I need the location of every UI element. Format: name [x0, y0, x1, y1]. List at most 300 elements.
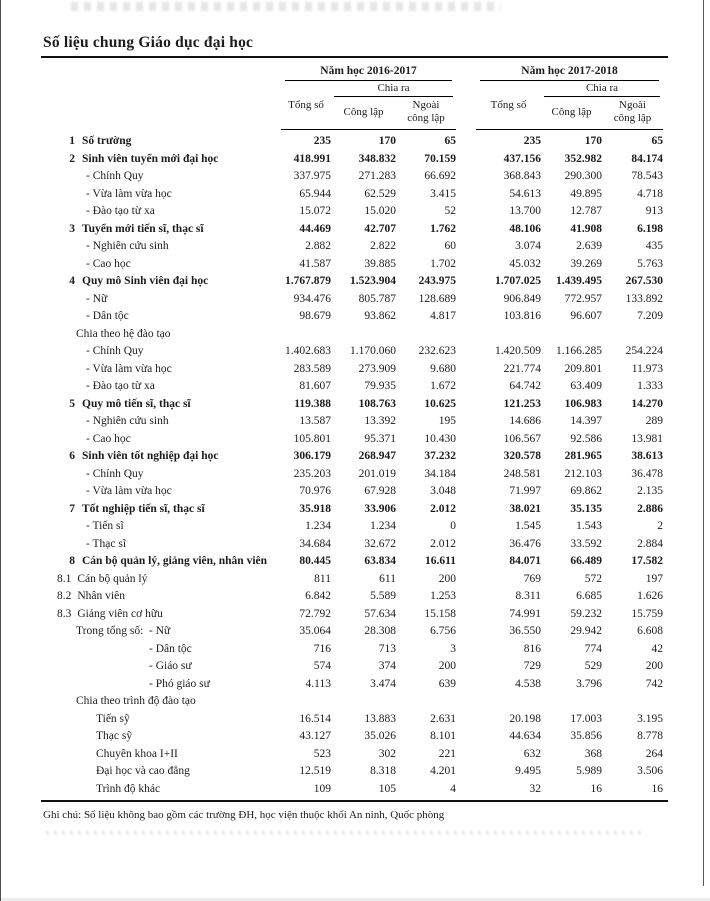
row-number: 1 [69, 135, 75, 147]
row-number: 7 [69, 502, 75, 515]
cell: 103.816 [503, 310, 541, 322]
col-header-chia-ra: Chia ra [334, 81, 453, 97]
cell [281, 693, 331, 711]
table-body [41, 133, 668, 798]
cell: 78.543 [631, 170, 663, 182]
table-row [41, 781, 668, 799]
cell [456, 326, 541, 344]
cell: 12.787 [570, 205, 602, 217]
cell: 1.333 [637, 380, 663, 392]
cell: 8.318 [370, 765, 396, 777]
row-label [41, 693, 281, 711]
cell: 4.718 [637, 187, 663, 200]
cell: 805.787 [358, 292, 396, 305]
cell: 1.439.495 [556, 275, 602, 287]
table-row [41, 273, 668, 291]
cell: 200 [438, 660, 456, 672]
cell: 4.113 [305, 677, 331, 690]
row-label-text: Quy mô Sinh viên đại học [82, 275, 209, 287]
cell: 934.476 [293, 292, 331, 305]
row-label-text: Tốt nghiệp tiến sĩ, thạc sĩ [82, 502, 205, 515]
cell: 38.021 [509, 502, 541, 515]
cell [396, 326, 456, 344]
row-label-text: Thạc sỹ [96, 730, 133, 742]
row-label [41, 361, 281, 379]
cell: 70.159 [424, 152, 456, 165]
cell: 3.506 [637, 765, 663, 777]
cell: 54.613 [509, 187, 541, 200]
cell: 2.882 [305, 240, 331, 252]
table-row [41, 763, 668, 781]
cell: 4 [450, 782, 456, 795]
row-label [41, 308, 281, 326]
cell: 1.523.904 [350, 275, 396, 287]
cell: 221 [438, 747, 456, 760]
cell: 3.074 [515, 240, 541, 252]
row-number: 8.1 [57, 572, 72, 585]
row-label [41, 291, 281, 309]
row-label-text: Tiến sỹ [96, 712, 130, 725]
row-label [41, 746, 281, 764]
cell: 302 [378, 747, 396, 760]
cell: 6.756 [430, 625, 456, 637]
table-row [41, 483, 668, 501]
table-row [41, 186, 668, 204]
cell: 35.064 [299, 625, 331, 637]
table-row [41, 168, 668, 186]
cell: 906.849 [503, 292, 541, 305]
cell: 95.371 [364, 432, 396, 445]
row-label [41, 571, 281, 589]
table-row [41, 238, 668, 256]
cell: 74.991 [509, 607, 541, 620]
cell: 133.892 [625, 292, 663, 305]
cell: 15.158 [424, 607, 456, 620]
row-label-text: - Vừa làm vừa học [86, 362, 172, 375]
cell: 248.581 [503, 467, 541, 480]
cell: 243.975 [418, 275, 456, 287]
row-label [41, 413, 281, 431]
cell: 105 [378, 782, 396, 795]
col-header-ngoai-cong-lap: Ngoài công lập [407, 99, 445, 124]
row-label [41, 466, 281, 484]
cell: 221.774 [503, 362, 541, 375]
cell: 84.071 [509, 555, 541, 567]
cell: 29.942 [570, 625, 602, 637]
cell: 105.801 [293, 432, 331, 445]
row-label [41, 588, 281, 606]
cell: 8.101 [430, 730, 456, 742]
year-group-2017-2018 [456, 64, 663, 130]
cell [396, 693, 456, 711]
cell: 235 [313, 135, 331, 147]
cell: 529 [584, 660, 602, 672]
year-group-2016-2017 [281, 64, 456, 130]
document-content [1, 0, 710, 821]
cell: 108.763 [358, 397, 396, 410]
cell: 769 [523, 572, 541, 585]
cell: 235.203 [293, 467, 331, 480]
row-label-text: - Cao học [86, 257, 131, 270]
cell: 1.626 [637, 590, 663, 602]
cell: 368.843 [503, 170, 541, 182]
cell: 52 [444, 205, 456, 217]
cell: 15.072 [299, 205, 331, 217]
cell: 66.692 [424, 170, 456, 182]
cell: 716 [313, 642, 331, 655]
cell: 2 [657, 520, 663, 532]
cell [281, 326, 331, 344]
row-label-text: Trình độ khác [96, 782, 161, 795]
cell: 4.538 [515, 677, 541, 690]
cell: 13.700 [509, 205, 541, 217]
cell: 36.550 [509, 625, 541, 637]
cell: 232.623 [418, 345, 456, 357]
table-row [41, 571, 668, 589]
cell: 79.935 [364, 380, 396, 392]
row-label [41, 658, 281, 676]
cell: 63.409 [570, 380, 602, 392]
row-label [41, 641, 281, 659]
cell: 35.026 [364, 730, 396, 742]
row-label-text: - Cao học [86, 432, 131, 445]
cell: 2.822 [370, 240, 396, 252]
cell: 3.195 [637, 712, 663, 725]
table-row [41, 711, 668, 729]
cell: 1.767.879 [285, 275, 331, 287]
row-label-text: - Đào tạo từ xa [86, 380, 155, 392]
row-label-text: Cán bộ quản lý [77, 572, 148, 585]
cell: 1.253 [430, 590, 456, 602]
cell: 35.918 [299, 502, 331, 515]
cell: 44.469 [299, 222, 331, 235]
cell: 267.530 [625, 275, 663, 287]
cell: 2.631 [430, 712, 456, 725]
row-label-text: Cán bộ quản lý, giảng viên, nhân viên [82, 555, 268, 567]
cell: 212.103 [564, 467, 602, 480]
table-row [41, 728, 668, 746]
row-label [41, 518, 281, 536]
cell: 48.106 [509, 222, 541, 235]
table-row [41, 518, 668, 536]
cell: 71.997 [509, 485, 541, 497]
cell: 119.388 [294, 397, 331, 410]
row-label-text: Nhân viên [77, 590, 125, 602]
row-label-text: - Nghiên cứu sinh [86, 240, 169, 252]
row-label-text: - Giáo sư [149, 660, 192, 672]
row-label-text: - Phó giáo sư [149, 677, 210, 690]
cell [331, 693, 396, 711]
row-label-text: Chia theo trình độ đào tạo [76, 695, 196, 707]
cell: 35.856 [570, 730, 602, 742]
table-row [41, 396, 668, 414]
table-row [41, 693, 668, 711]
cell: 3.796 [576, 677, 602, 690]
cell: 11.973 [631, 362, 663, 375]
cell: 70.976 [299, 485, 331, 497]
row-label-text: Đại học và cao đẳng [96, 765, 190, 777]
cell: 20.198 [509, 712, 541, 725]
cell: 15.759 [631, 607, 663, 620]
cell: 337.975 [293, 170, 331, 182]
row-number: 3 [69, 222, 75, 235]
year-group-title: Năm học 2016-2017 [285, 64, 452, 81]
cell: 38.613 [631, 450, 663, 462]
row-label-text: - Nữ [86, 292, 108, 305]
col-header-cong-lap: Công lập [343, 105, 384, 118]
cell: 1.707.025 [495, 275, 541, 287]
cell: 3.474 [370, 677, 396, 690]
cell: 0 [450, 520, 456, 532]
cell: 2.135 [637, 485, 663, 497]
cell: 268.947 [358, 450, 396, 462]
table-row [41, 536, 668, 554]
cell: 14.397 [570, 415, 602, 427]
table-row [41, 588, 668, 606]
table-row [41, 431, 668, 449]
cell: 13.883 [364, 712, 396, 725]
cell: 170 [378, 135, 396, 147]
cell: 12.519 [299, 765, 331, 777]
cell: 65.944 [299, 187, 331, 200]
cell: 1.420.509 [495, 345, 541, 357]
col-header-ngoai-cong-lap: Ngoài công lập [613, 99, 652, 124]
cell: 81.607 [299, 380, 331, 392]
cell: 4.817 [430, 310, 456, 322]
row-label [41, 378, 281, 396]
row-label [41, 203, 281, 221]
row-label [41, 483, 281, 501]
cell: 17.582 [631, 555, 663, 567]
cell: 72.792 [299, 607, 331, 620]
cell [541, 326, 602, 344]
cell: 729 [523, 660, 541, 672]
cell: 37.232 [424, 450, 456, 462]
cell [456, 693, 541, 711]
row-label-text: - Chính Quy [86, 170, 144, 182]
cell: 14.270 [631, 397, 663, 410]
cell: 45.032 [509, 257, 541, 270]
row-label [41, 606, 281, 624]
cell: 170 [584, 135, 602, 147]
cell: 2.639 [576, 240, 602, 252]
cell: 2.012 [430, 502, 456, 515]
row-number: 2 [69, 152, 75, 165]
row-label [41, 553, 281, 571]
cell: 811 [314, 572, 331, 585]
cell: 59.232 [570, 607, 602, 620]
cell: 121.253 [503, 397, 541, 410]
cell: 10.430 [424, 432, 456, 445]
cell: 523 [313, 747, 331, 760]
cell: 16.611 [425, 555, 456, 567]
cell: 271.283 [358, 170, 396, 182]
cell: 2.886 [637, 502, 663, 515]
cell: 5.589 [370, 590, 396, 602]
cell [602, 693, 663, 711]
cell: 352.982 [564, 152, 602, 165]
row-label [41, 186, 281, 204]
cell: 84.174 [631, 152, 663, 165]
cell: 34.184 [424, 467, 456, 480]
table-row [41, 553, 668, 571]
cell: 9.495 [515, 765, 541, 777]
col-header-chia-ra: Chia ra [544, 81, 660, 97]
row-label-text: Sinh viên tốt nghiệp đại học [82, 450, 219, 462]
cell: 200 [438, 572, 456, 585]
scan-edge-line [703, 0, 704, 886]
row-label [41, 501, 281, 519]
cell: 1.672 [430, 380, 456, 392]
table-row [41, 133, 668, 151]
cell: 572 [584, 572, 602, 585]
cell: 6.685 [576, 590, 602, 602]
cell: 28.308 [364, 625, 396, 637]
table-row [41, 203, 668, 221]
cell: 197 [645, 572, 663, 585]
cell: 418.991 [293, 152, 331, 165]
cell: 8.778 [637, 730, 663, 742]
table-row [41, 308, 668, 326]
cell: 1.234 [305, 520, 331, 532]
row-label-text: Giảng viên cơ hữu [77, 607, 163, 620]
cell: 6.198 [637, 222, 663, 235]
scan-artifact [71, 2, 501, 11]
table-row [41, 256, 668, 274]
cell: 64.742 [509, 380, 541, 392]
cell: 6.608 [637, 625, 663, 637]
cell: 7.209 [637, 310, 663, 322]
table-row [41, 221, 668, 239]
cell: 33.592 [570, 537, 602, 550]
cell: 32.672 [364, 537, 396, 550]
col-header-tong-so: Tổng số [490, 99, 527, 111]
row-label [41, 763, 281, 781]
row-label [41, 448, 281, 466]
table-row [41, 641, 668, 659]
cell: 306.179 [293, 450, 331, 462]
cell: 57.634 [364, 607, 396, 620]
cell: 5.989 [576, 765, 602, 777]
cell: 14.686 [509, 415, 541, 427]
table-row [41, 361, 668, 379]
cell: 65 [651, 135, 663, 147]
cell: 283.589 [293, 362, 331, 375]
cell [541, 693, 602, 711]
cell: 374 [378, 660, 396, 672]
row-number: 8.3 [57, 607, 72, 620]
cell: 13.587 [299, 415, 331, 427]
row-label-text: - Vừa làm vừa học [86, 187, 172, 200]
cell: 16 [590, 782, 602, 795]
cell: 201.019 [358, 467, 396, 480]
row-label-text: - Dân tộc [149, 642, 192, 655]
cell: 2.884 [637, 537, 663, 550]
cell: 774 [584, 642, 602, 655]
cell: 106.567 [503, 432, 541, 445]
table-row [41, 623, 668, 641]
cell: 713 [378, 642, 396, 655]
row-number: 4 [69, 275, 75, 287]
cell: 742 [645, 677, 663, 690]
row-label-text: - Nghiên cứu sinh [86, 415, 169, 427]
row-label [41, 728, 281, 746]
cell: 1.402.683 [285, 345, 331, 357]
row-label-text: - Nữ [149, 625, 171, 637]
row-number: 8 [69, 555, 75, 567]
cell: 235 [523, 135, 541, 147]
row-label [41, 326, 281, 344]
cell: 33.906 [364, 502, 396, 515]
cell: 437.156 [503, 152, 541, 165]
cell: 200 [645, 660, 663, 672]
table-header [41, 64, 668, 130]
cell [602, 326, 663, 344]
cell: 254.224 [625, 345, 663, 357]
cell: 42 [651, 642, 663, 655]
cell: 574 [313, 660, 331, 672]
cell: 62.529 [364, 187, 396, 200]
row-label-text: Chuyên khoa I+II [96, 747, 178, 760]
row-label-text: - Chính Quy [86, 467, 144, 480]
row-label-text: Tuyển mới tiến sĩ, thạc sĩ [82, 222, 204, 235]
table-row [41, 413, 668, 431]
col-header-tong-so: Tổng số [288, 99, 324, 111]
cell: 6.842 [305, 590, 331, 602]
cell: 67.928 [364, 485, 396, 497]
cell: 1.166.285 [556, 345, 602, 357]
cell: 435 [645, 240, 663, 252]
cell: 16.514 [299, 712, 331, 725]
row-label-text: - Tiến sĩ [86, 520, 124, 532]
table-row [41, 448, 668, 466]
cell: 772.957 [564, 292, 602, 305]
cell: 96.607 [570, 310, 602, 322]
cell: 35.135 [570, 502, 602, 515]
cell: 1.234 [370, 520, 396, 532]
row-number: 8.2 [57, 590, 72, 602]
cell: 36.478 [631, 467, 663, 480]
cell: 368 [584, 747, 602, 760]
table-row [41, 343, 668, 361]
cell: 80.445 [299, 555, 331, 567]
row-label [41, 711, 281, 729]
row-label-text: Chia theo hệ đào tạo [76, 327, 171, 340]
cell: 611 [379, 572, 396, 585]
cell: 1.170.060 [350, 345, 396, 357]
table-row [41, 326, 668, 344]
cell: 3.415 [430, 187, 456, 200]
table-row [41, 378, 668, 396]
cell: 98.679 [299, 310, 331, 322]
row-label-prefix: Trong tổng số: [76, 625, 144, 637]
cell: 17.003 [570, 712, 602, 725]
col-header-cong-lap: Công lập [551, 105, 592, 118]
cell: 195 [438, 415, 456, 427]
row-number: 6 [69, 450, 75, 462]
cell: 13.392 [364, 415, 396, 427]
cell: 3 [450, 642, 456, 655]
cell: 106.983 [564, 397, 602, 410]
table-row [41, 291, 668, 309]
page-title: Số liệu chung Giáo dục đại học [43, 34, 254, 51]
cell: 8.311 [515, 590, 541, 602]
row-label [41, 431, 281, 449]
cell: 66.489 [570, 555, 602, 567]
table-row [41, 658, 668, 676]
cell: 10.625 [424, 397, 456, 410]
year-group-title: Năm học 2017-2018 [480, 64, 659, 81]
